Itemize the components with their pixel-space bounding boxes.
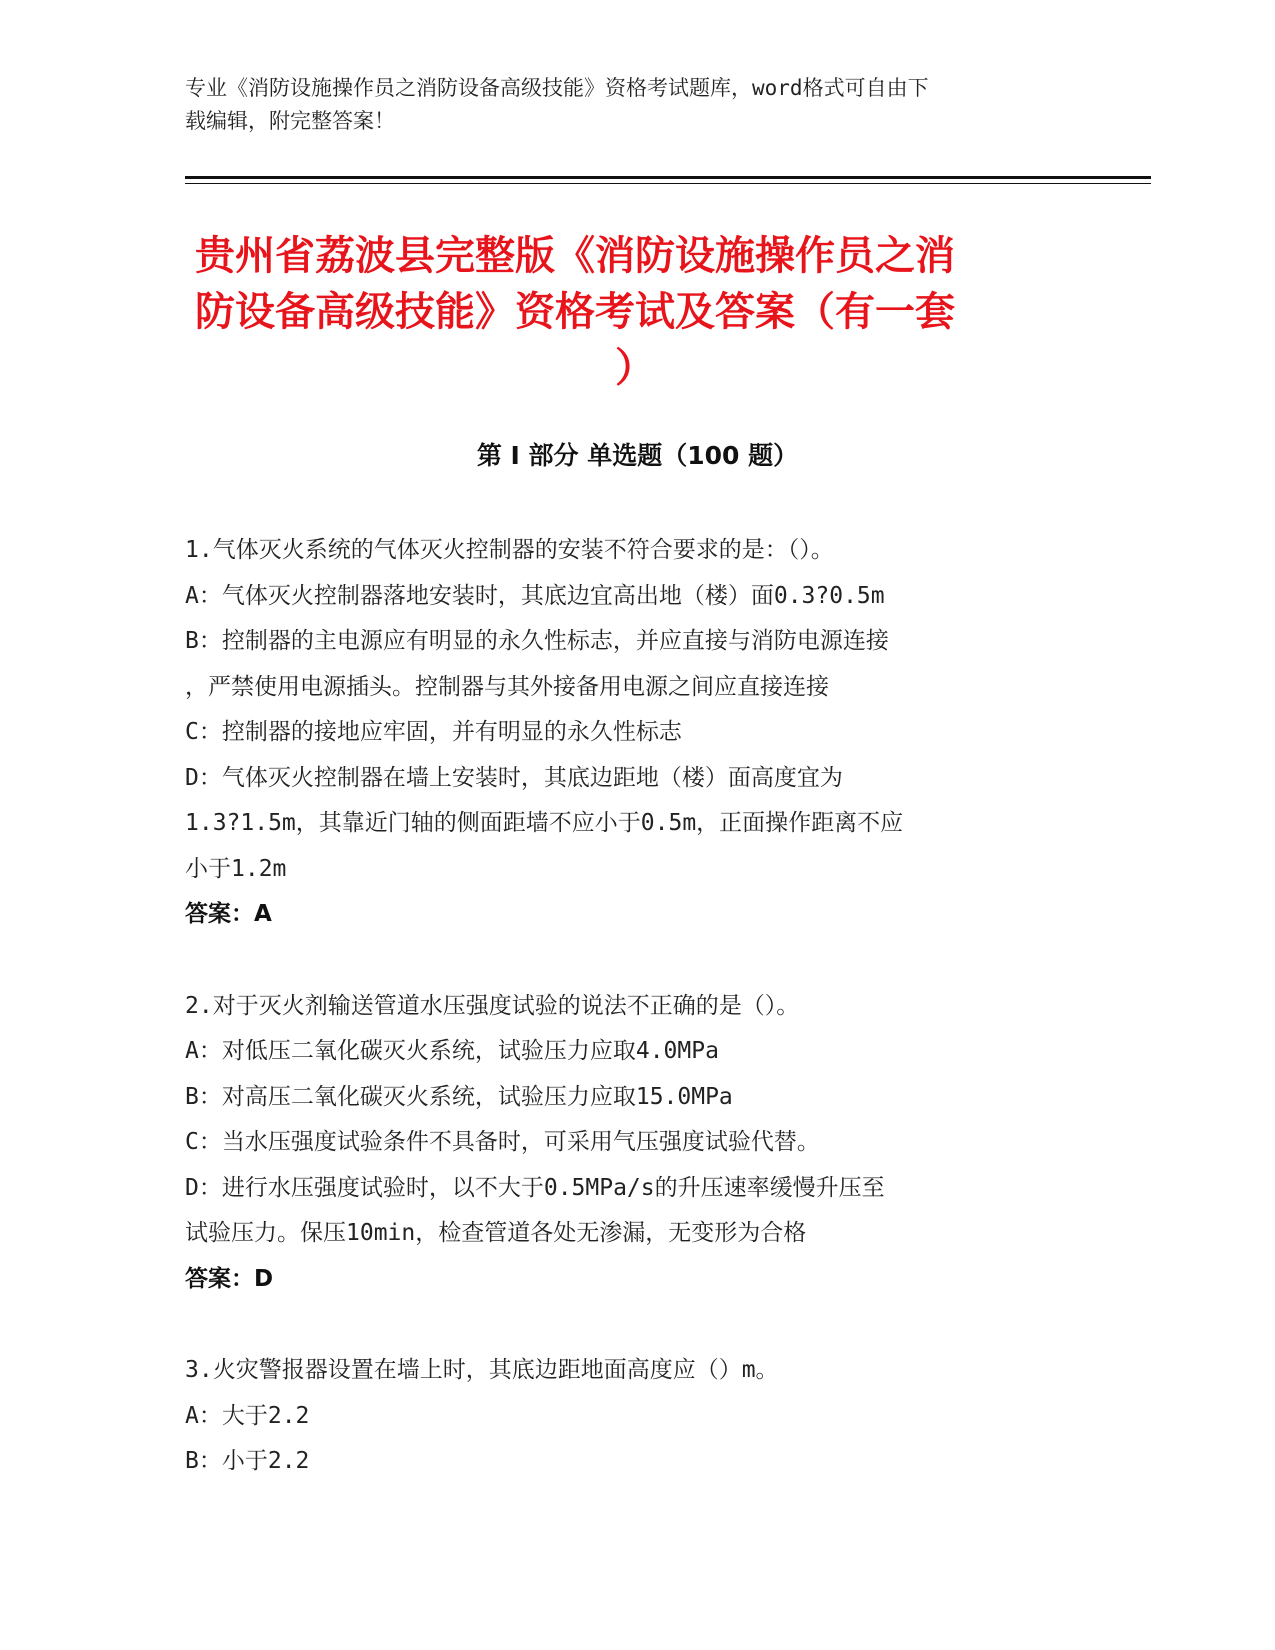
question-text: 3.火灾警报器设置在墙上时，其底边距地面高度应（）m。 (185, 1357, 779, 1383)
option-d-continued: 1.3?1.5m，其靠近门轴的侧面距墙不应小于0.5m，正面操作距离不应 (185, 810, 904, 836)
header-note (185, 72, 1085, 138)
question-list (185, 528, 1085, 1531)
question-1 (185, 528, 1085, 938)
option-d-continued: 试验压力。保压10min，检查管道各处无渗漏，无变形为合格 (185, 1220, 807, 1246)
header-note-line: 专业《消防设施操作员之消防设备高级技能》资格考试题库，word格式可自由下 (185, 76, 929, 100)
question-text: 1.气体灭火系统的气体灭火控制器的安装不符合要求的是：（）。 (185, 537, 834, 563)
option-a: A：对低压二氧化碳灭火系统，试验压力应取4.0MPa (185, 1038, 719, 1064)
option-c: C：控制器的接地应牢固，并有明显的永久性标志 (185, 719, 682, 745)
question-3 (185, 1348, 1085, 1485)
title-line: 防设备高级技能》资格考试及答案（有一套 (195, 289, 955, 335)
title-line: 贵州省荔波县完整版《消防设施操作员之消 (195, 233, 955, 279)
option-b-continued: ，严禁使用电源插头。控制器与其外接备用电源之间应直接连接 (185, 673, 829, 700)
option-a: A：气体灭火控制器落地安装时，其底边宜高出地（楼）面0.3?0.5m (185, 582, 885, 609)
section-title: 第 I 部分 单选题（100 题） (476, 441, 799, 470)
header-note-line: 载编辑，附完整答案！ (185, 109, 395, 133)
answer: 答案：D (185, 1265, 274, 1292)
answer: 答案：A (185, 901, 272, 927)
option-b: B：对高压二氧化碳灭火系统，试验压力应取15.0MPa (185, 1083, 733, 1110)
option-b: B：控制器的主电源应有明显的永久性标志，并应直接与消防电源连接 (185, 628, 889, 654)
option-d: D：气体灭火控制器在墙上安装时，其底边距地（楼）面高度宜为 (185, 764, 843, 791)
document-title (195, 228, 1075, 396)
option-b: B：小于2.2 (185, 1448, 310, 1474)
option-d: D：进行水压强度试验时，以不大于0.5MPa/s的升压速率缓慢升压至 (185, 1174, 885, 1201)
title-line: ） (615, 345, 655, 391)
option-a: A：大于2.2 (185, 1402, 310, 1429)
question-text: 2.对于灭火剂输送管道水压强度试验的说法不正确的是（）。 (185, 992, 800, 1019)
header-divider-thick (185, 176, 1151, 179)
option-d-continued: 小于1.2m (185, 855, 287, 882)
question-2 (185, 984, 1085, 1303)
header-divider-thin (185, 183, 1151, 184)
option-c: C：当水压强度试验条件不具备时，可采用气压强度试验代替。 (185, 1129, 820, 1155)
